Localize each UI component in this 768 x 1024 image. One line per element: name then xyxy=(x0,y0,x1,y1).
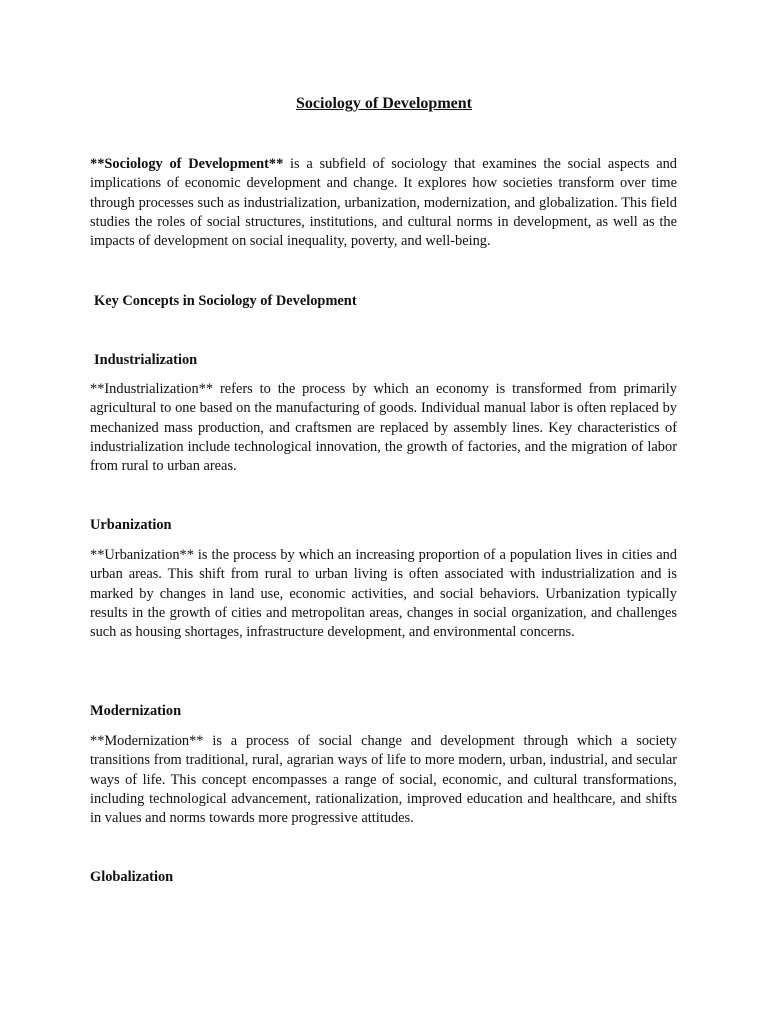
intro-bold-lead: **Sociology of Development** xyxy=(90,156,284,172)
section-heading-urbanization: Urbanization xyxy=(90,517,172,533)
section-body-industrialization: **Industrialization** refers to the process by which an economy is transformed from primarily agricultural to one based on the manufacturing of goods. Individual manual labor is often replaced by mechanized mass production, and craftsmen are replaced by assembly lines. Key characteristics of industrialization include technological innovation, the growth of factories, and the migration of labor from rural to urban areas. xyxy=(90,381,677,475)
document-title: Sociology of Development xyxy=(296,95,472,112)
key-concepts-heading: Key Concepts in Sociology of Development xyxy=(94,293,357,309)
section-heading-globalization: Globalization xyxy=(90,869,174,885)
section-heading-industrialization: Industrialization xyxy=(94,352,198,368)
intro-paragraph xyxy=(90,155,677,251)
section-body-modernization: **Modernization** is a process of social change and development through which a society transitions from traditional, rural, agrarian ways of life to more modern, urban, industrial, and secular ways of life. This concept encompasses a range of social, economic, and cultural transformations, including technological advancement, rationalization, improved education and healthcare, and shifts in values and norms towards more progressive attitudes. xyxy=(90,733,677,827)
section-heading-modernization: Modernization xyxy=(90,703,182,719)
intro-text: is a subfield of sociology that examines the social aspects and implications of economic development and change. It explores how societies transform over time through processes such as industrialization, urbanization, modernization, and globalization. This field studies the roles of social structures, institutions, and cultural norms in development, as well as the impacts of development on social inequality, poverty, and well-being. xyxy=(90,156,677,250)
section-body-urbanization: **Urbanization** is the process by which an increasing proportion of a population lives in cities and urban areas. This shift from rural to urban living is often associated with industrialization and is marked by changes in land use, economic activities, and social behaviors. Urbanization typically results in the growth of cities and metropolitan areas, changes in social organization, and challenges such as housing shortages, infrastructure development, and environmental concerns. xyxy=(90,547,677,641)
